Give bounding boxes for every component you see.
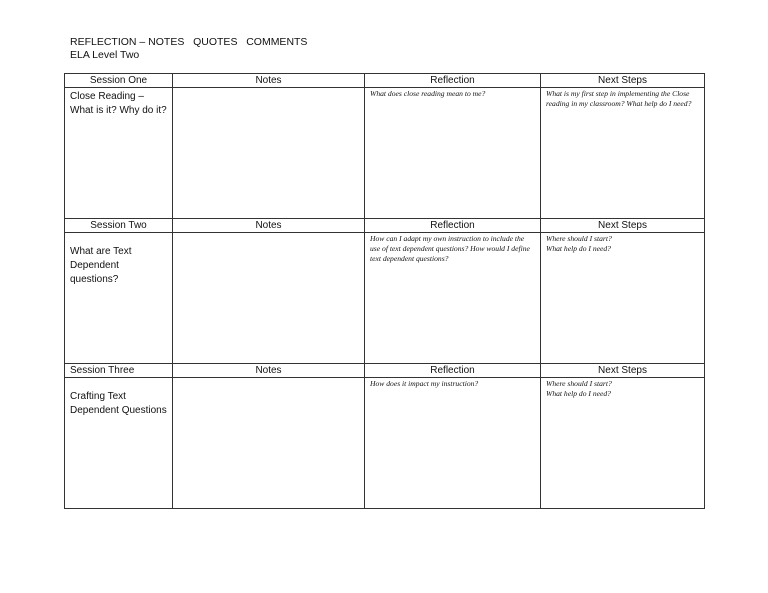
next-steps-prompt: Where should I start? What help do I need?	[546, 234, 612, 253]
next-steps-prompt: Where should I start? What help do I need?	[546, 379, 612, 398]
notes-label: Notes	[173, 74, 365, 88]
session-label: Session Two	[65, 219, 173, 233]
next-steps-cell[interactable]	[541, 233, 705, 364]
topic-cell	[65, 88, 173, 219]
next-steps-prompt: What is my first step in implementing the Close reading in my classroom? What help do I need?	[546, 89, 692, 108]
session-body-row	[65, 378, 705, 509]
reflection-table	[64, 73, 705, 509]
session-header-row	[65, 364, 705, 378]
notes-cell[interactable]	[173, 88, 365, 219]
session-body-row	[65, 233, 705, 364]
document-header	[70, 36, 307, 62]
reflection-prompt: How does it impact my instruction?	[370, 379, 479, 388]
session-label: Session Three	[65, 364, 173, 378]
document-title: REFLECTION – NOTES QUOTES COMMENTS	[70, 36, 308, 48]
next-steps-cell[interactable]	[541, 378, 705, 509]
notes-cell[interactable]	[173, 233, 365, 364]
session-header-row	[65, 74, 705, 88]
notes-cell[interactable]	[173, 378, 365, 509]
notes-label: Notes	[173, 364, 365, 378]
next-steps-cell[interactable]	[541, 88, 705, 219]
document-subtitle: ELA Level Two	[70, 49, 140, 61]
topic-cell	[65, 233, 173, 364]
next-steps-label: Next Steps	[541, 219, 705, 233]
session-header-row	[65, 219, 705, 233]
reflection-cell[interactable]	[365, 88, 541, 219]
reflection-cell[interactable]	[365, 233, 541, 364]
reflection-prompt: What does close reading mean to me?	[370, 89, 486, 98]
topic-cell	[65, 378, 173, 509]
notes-label: Notes	[173, 219, 365, 233]
reflection-cell[interactable]	[365, 378, 541, 509]
session-topic: Close Reading – What is it? Why do it?	[70, 91, 167, 116]
reflection-label: Reflection	[365, 74, 541, 88]
reflection-label: Reflection	[365, 364, 541, 378]
next-steps-label: Next Steps	[541, 364, 705, 378]
next-steps-label: Next Steps	[541, 74, 705, 88]
reflection-prompt: How can I adapt my own instruction to include the use of text dependent questions? How would I define text dependent questions?	[370, 234, 530, 263]
session-body-row	[65, 88, 705, 219]
session-topic: What are Text Dependent questions?	[70, 246, 132, 285]
reflection-label: Reflection	[365, 219, 541, 233]
session-label: Session One	[65, 74, 173, 88]
session-topic: Crafting Text Dependent Questions	[70, 391, 167, 416]
